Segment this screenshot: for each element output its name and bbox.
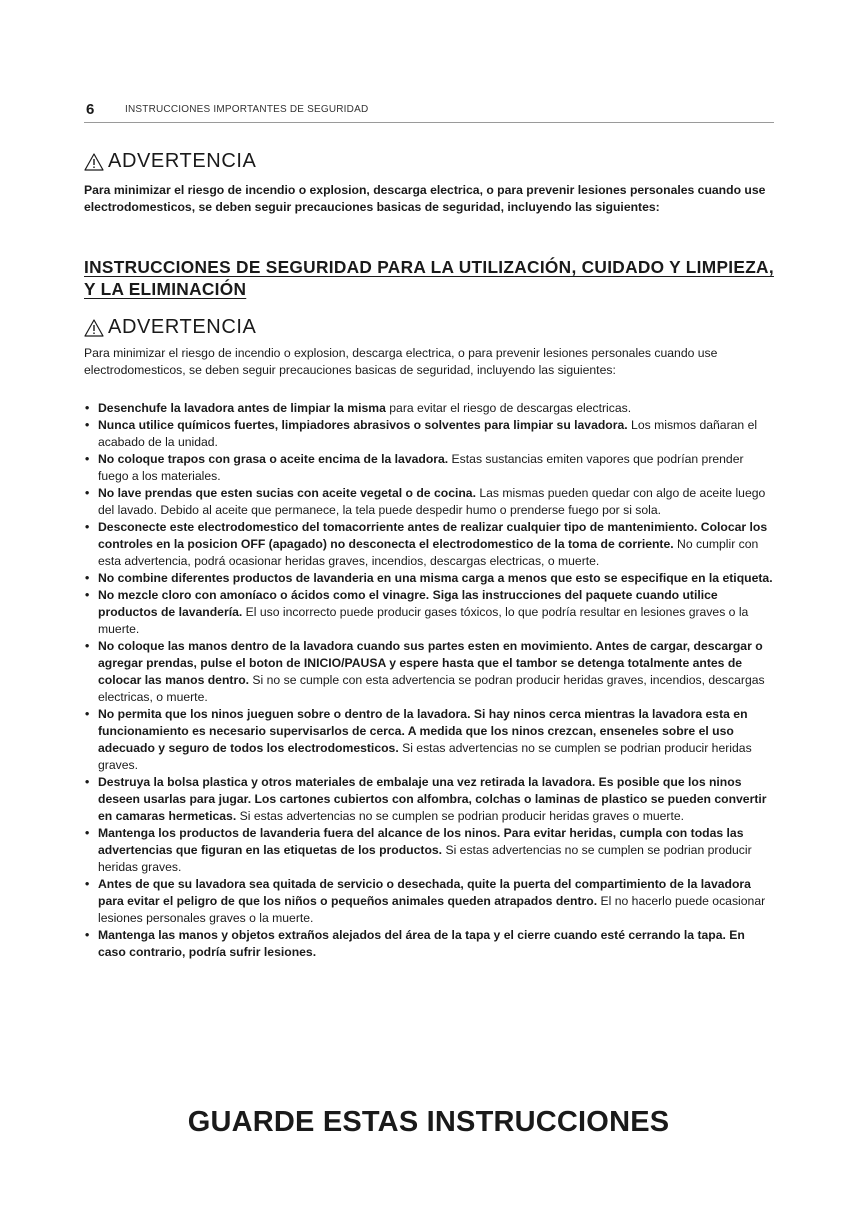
warning-heading-text: ADVERTENCIA bbox=[108, 150, 257, 172]
list-item bbox=[84, 451, 776, 485]
list-item bbox=[84, 485, 776, 519]
list-item bbox=[84, 876, 776, 927]
bullet-bold-text: Mantenga las manos y objetos extraños alejados del área de la tapa y el cierre cuando esté cerrando la tapa. En caso contrario, podría sufrir lesiones. bbox=[98, 928, 745, 959]
bullet-text: Si estas advertencias no se cumplen se podrian producir heridas graves. bbox=[98, 843, 752, 874]
bullet-bold-text: Antes de que su lavadora sea quitada de servicio o desechada, quite la puerta del compartimiento de la lavadora para evitar el peligro de que los niños o pequeños animales queden atrapados dentro. bbox=[98, 877, 751, 908]
list-item bbox=[84, 706, 776, 774]
running-header bbox=[84, 100, 774, 123]
bullet-bold-text: Destruya la bolsa plastica y otros materiales de embalaje una vez retirada la lavadora. Es posible que los ninos deseen usarlas para jugar. Los cartones cubiertos con alfombra, colchas o laminas de plastico se pueden convertir en camaras hermeticas. bbox=[98, 775, 767, 823]
list-item bbox=[84, 570, 776, 587]
bullet-text: Los mismos dañaran el acabado de la unidad. bbox=[98, 418, 758, 449]
bullet-bold-text: No combine diferentes productos de lavanderia en una misma carga a menos que esto se especifique en la etiqueta. bbox=[98, 571, 773, 585]
section-title: INSTRUCCIONES DE SEGURIDAD PARA LA UTILIZACIÓN, CUIDADO Y LIMPIEZA, Y LA ELIMINACIÓN bbox=[84, 257, 774, 299]
bullet-text: Si estas advertencias no se cumplen se podrian producir heridas graves o muerte. bbox=[236, 809, 685, 823]
safety-bullet-list bbox=[84, 400, 776, 961]
bullet-text: Si estas advertencias no se cumplen se podrian producir heridas graves. bbox=[98, 741, 752, 772]
warning-triangle-icon bbox=[84, 319, 104, 337]
bullet-text: El no hacerlo puede ocasionar lesiones personales graves o la muerte. bbox=[98, 894, 766, 925]
bullet-text: Si no se cumple con esta advertencia se podran producir heridas graves, incendios, descargas electricas, o muerte. bbox=[98, 673, 765, 704]
bullet-bold-text: Nunca utilice químicos fuertes, limpiadores abrasivos o solventes para limpiar su lavadora. bbox=[98, 418, 628, 432]
bullet-bold-text: No coloque trapos con grasa o aceite encima de la lavadora. bbox=[98, 452, 449, 466]
warning-triangle-icon bbox=[84, 153, 104, 171]
bullet-bold-text: No coloque las manos dentro de la lavadora cuando sus partes esten en movimiento. Antes de cargar, descargar o agregar prendas, pulse el boton de INICIO/PAUSA y espere hasta que el tambor se detenga totalmente antes de colocar las manos dentro. bbox=[98, 639, 763, 687]
list-item bbox=[84, 927, 776, 961]
list-item bbox=[84, 774, 776, 825]
bullet-bold-text: Desconecte este electrodomestico del tomacorriente antes de realizar cualquier tipo de mantenimiento. Colocar los controles en la posicion OFF (apagado) no desconecta el electrodomestico de la toma de corriente. bbox=[98, 520, 768, 551]
bullet-text: para evitar el riesgo de descargas electricas. bbox=[385, 401, 632, 415]
list-item bbox=[84, 417, 776, 451]
bullet-bold-text: No lave prendas que esten sucias con aceite vegetal o de cocina. bbox=[98, 486, 476, 500]
running-header-title: INSTRUCCIONES IMPORTANTES DE SEGURIDAD bbox=[125, 104, 369, 115]
warning-heading-text: ADVERTENCIA bbox=[108, 316, 257, 338]
bullet-bold-text: Mantenga los productos de lavanderia fuera del alcance de los ninos. Para evitar heridas, cumpla con todas las advertencias que figuran en las etiquetas de los productos. bbox=[98, 826, 744, 857]
bullet-text: Estas sustancias emiten vapores que podrían prender fuego a los materiales. bbox=[98, 452, 744, 483]
bullet-bold-text: No mezcle cloro con amoníaco o ácidos como el vinagre. Siga las instrucciones del paquete cuando utilice productos de lavandería. bbox=[98, 588, 718, 619]
warning-heading-top bbox=[84, 150, 257, 173]
warning-heading-second bbox=[84, 316, 257, 339]
warning-intro-plain: Para minimizar el riesgo de incendio o explosion, descarga electrica, o para prevenir lesiones personales cuando use electrodomesticos, se deben seguir precauciones basicas de seguridad, incluyendo las siguientes: bbox=[84, 346, 718, 377]
bullet-text: No cumplir con esta advertencia, podrá ocasionar heridas graves, incendios, descargas electricas, o muerte. bbox=[98, 537, 759, 568]
save-instructions-footer: GUARDE ESTAS INSTRUCCIONES bbox=[187, 1106, 670, 1138]
warning-intro-bold: Para minimizar el riesgo de incendio o explosion, descarga electrica, o para prevenir lesiones personales cuando use electrodomesticos, se deben seguir precauciones basicas de seguridad, incluyendo las siguientes: bbox=[84, 183, 766, 214]
bullet-bold-text: Desenchufe la lavadora antes de limpiar la misma bbox=[98, 401, 386, 415]
list-item bbox=[84, 519, 776, 570]
list-item bbox=[84, 825, 776, 876]
list-item bbox=[84, 400, 776, 417]
bullet-text: El uso incorrecto puede producir gases tóxicos, lo que podría resultar en lesiones graves o la muerte. bbox=[98, 605, 749, 636]
bullet-bold-text: No permita que los ninos jueguen sobre o dentro de la lavadora. Si hay ninos cerca mientras la lavadora esta en funcionamiento es necesario supervisarlos de cerca. A medida que los ninos crezcan, enseneles sobre el uso adecuado y seguro de todos los electrodomesticos. bbox=[98, 707, 748, 755]
bullet-text: Las mismas pueden quedar con algo de aceite luego del lavado. Debido al aceite que permanece, la tela puede despedir humo o prenderse fuego por si sola. bbox=[98, 486, 766, 517]
list-item bbox=[84, 638, 776, 706]
list-item bbox=[84, 587, 776, 638]
page-number: 6 bbox=[86, 101, 95, 118]
